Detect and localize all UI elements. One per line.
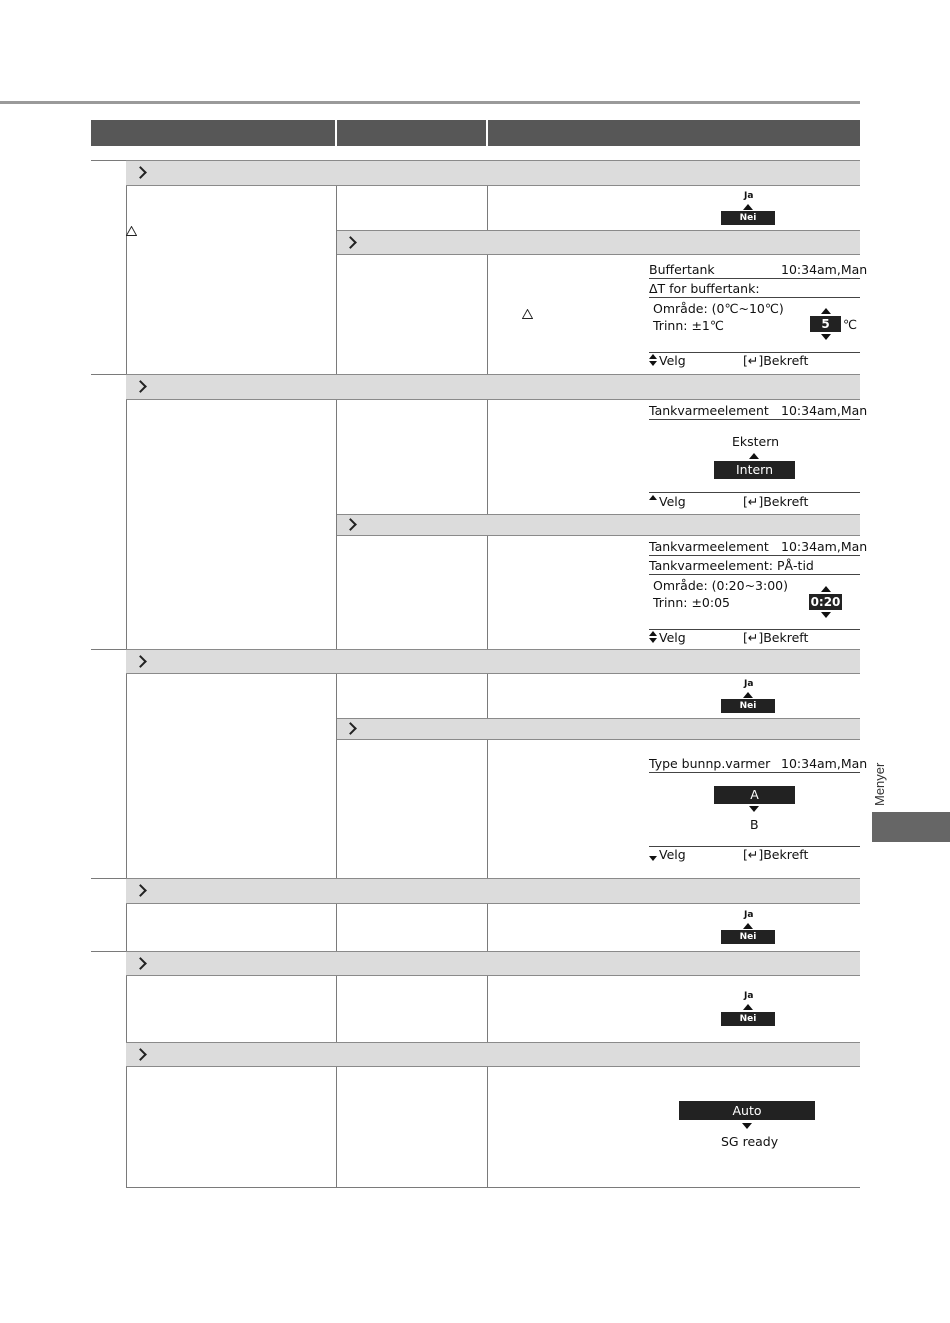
option-yes: Ja (744, 679, 754, 689)
screen-title: Tankvarmeelement (649, 539, 769, 554)
arrow-up-icon (749, 453, 759, 459)
option-b: B (750, 817, 759, 832)
section-band (126, 374, 860, 400)
col-rule (487, 976, 488, 1042)
screen-rule (649, 772, 860, 773)
col-rule (336, 1067, 337, 1188)
velg-label: Velg (659, 353, 686, 368)
bekreft-label: [↵]Bekreft (743, 353, 809, 368)
screen-subtitle: ΔT for buffertank: (649, 281, 760, 296)
range-text: Område: (0℃~10℃) (653, 301, 784, 316)
warning-triangle-icon (126, 226, 137, 236)
arrow-down-icon (821, 334, 831, 340)
arrow-up-icon (821, 586, 831, 592)
col-rule (487, 1067, 488, 1188)
arrow-down-icon (649, 361, 657, 366)
screen-rule (649, 492, 860, 493)
col-rule (487, 255, 488, 374)
screen-title: Type bunnp.varmer (649, 756, 771, 771)
option-sg-ready: SG ready (721, 1134, 779, 1149)
screen-rule (649, 555, 860, 556)
arrow-up-icon (821, 308, 831, 314)
option-no-selected: Nei (721, 930, 775, 944)
col-rule (336, 674, 337, 878)
option-yes: Ja (744, 191, 754, 201)
screen-time: 10:34am,Man (781, 403, 868, 418)
section-band (337, 230, 860, 255)
section-band (337, 718, 860, 740)
screen-time: 10:34am,Man (781, 539, 868, 554)
step-text: Trinn: ±1℃ (653, 318, 724, 333)
velg-label: Velg (659, 847, 686, 862)
side-tab-label: Menyer (872, 762, 887, 806)
step-text: Trinn: ±0:05 (653, 595, 730, 610)
section-band (126, 649, 860, 674)
section-band (126, 160, 860, 186)
screen-time: 10:34am,Man (781, 262, 868, 277)
bekreft-label: [↵]Bekreft (743, 847, 809, 862)
col-rule (487, 674, 488, 718)
screen-rule (649, 419, 860, 420)
option-ekstern: Ekstern (732, 434, 780, 449)
arrow-up-icon (649, 631, 657, 636)
arrow-down-icon (749, 806, 759, 812)
arrow-up-icon (649, 354, 657, 359)
side-tab (872, 812, 950, 842)
value-display: 5 (810, 316, 841, 332)
arrow-up-icon (743, 692, 753, 698)
option-yes: Ja (744, 991, 754, 1001)
option-no-selected: Nei (721, 211, 775, 225)
screen-title: Buffertank (649, 262, 715, 277)
group-rule (91, 374, 126, 375)
screen-time: 10:34am,Man (781, 756, 868, 771)
arrow-up-icon (743, 923, 753, 929)
velg-label: Velg (659, 494, 686, 509)
page-top-rule (0, 101, 860, 104)
col-rule (336, 186, 337, 374)
option-yes: Ja (744, 910, 754, 920)
col-rule (487, 400, 488, 514)
group-rule (91, 878, 126, 879)
group-rule (91, 951, 126, 952)
option-auto-selected: Auto (679, 1101, 815, 1120)
col-rule (487, 536, 488, 649)
option-no-selected: Nei (721, 1012, 775, 1026)
bekreft-label: [↵]Bekreft (743, 494, 809, 509)
arrow-up-icon (743, 204, 753, 210)
table-header-cell-2 (337, 120, 486, 146)
section-band (337, 514, 860, 536)
arrow-down-icon (742, 1123, 752, 1129)
arrow-down-icon (649, 638, 657, 643)
table-header-cell-3 (488, 120, 860, 146)
table-bottom-rule (126, 1187, 860, 1188)
group-rule (91, 160, 126, 161)
arrow-up-icon (743, 1004, 753, 1010)
warning-triangle-icon (522, 309, 533, 319)
col-rule (487, 186, 488, 230)
unit-text: ℃ (843, 317, 858, 332)
col-rule (487, 904, 488, 951)
screen-rule (649, 278, 860, 279)
range-text: Område: (0:20~3:00) (653, 578, 788, 593)
screen-subtitle: Tankvarmeelement: PÅ-tid (649, 558, 814, 573)
option-intern-selected: Intern (714, 461, 795, 479)
col-rule (336, 904, 337, 951)
bekreft-label: [↵]Bekreft (743, 630, 809, 645)
screen-rule (649, 574, 860, 575)
velg-label: Velg (659, 630, 686, 645)
section-band (126, 1042, 860, 1067)
group-rule (91, 649, 126, 650)
col-rule (336, 976, 337, 1042)
option-no-selected: Nei (721, 699, 775, 713)
option-a-selected: A (714, 786, 795, 804)
table-left-rule (126, 160, 127, 1188)
arrow-up-icon (649, 495, 657, 500)
screen-title: Tankvarmeelement (649, 403, 769, 418)
side-tab-label-wrap (872, 758, 898, 808)
col-rule (487, 740, 488, 878)
screen-rule (649, 297, 860, 298)
table-header-cell-1 (91, 120, 335, 146)
section-band (126, 951, 860, 976)
section-band (126, 878, 860, 904)
value-display: 0:20 (810, 595, 841, 609)
arrow-down-icon (821, 612, 831, 618)
arrow-down-icon (649, 856, 657, 861)
